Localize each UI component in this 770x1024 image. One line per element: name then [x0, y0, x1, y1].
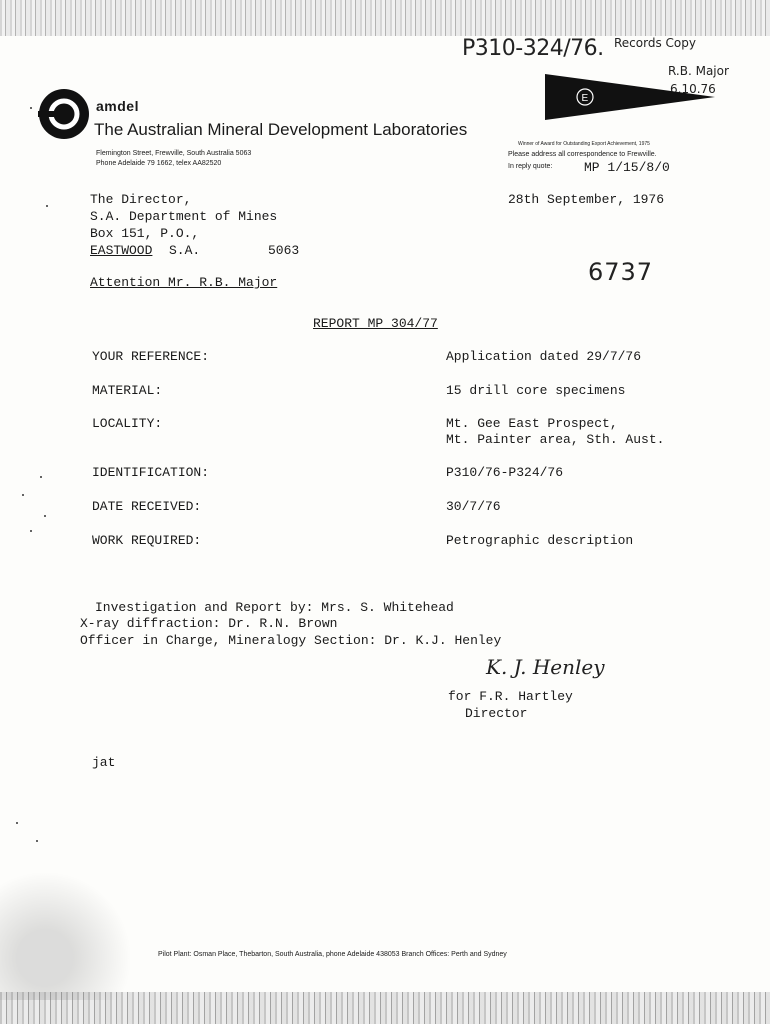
recipient-line-1: The Director,	[90, 192, 192, 207]
address-line-2: Phone Adelaide 79 1662, telex AA82520	[96, 160, 222, 167]
attention-line: Attention Mr. R.B. Major	[90, 275, 278, 290]
typist-initials: jat	[92, 755, 116, 770]
field-value-material: 15 drill core specimens	[446, 383, 626, 398]
scan-speck	[16, 822, 18, 824]
field-value-locality: Mt. Gee East Prospect,	[446, 416, 618, 431]
scan-speck	[22, 494, 24, 496]
field-value-locality-line-2: Mt. Painter area, Sth. Aust.	[446, 432, 665, 447]
award-text: Winner of Award for Outstanding Export Achievement, 1975	[518, 141, 650, 147]
recipient-line-3: Box 151, P.O.,	[90, 226, 200, 241]
field-label-date-received: DATE RECEIVED:	[92, 499, 202, 514]
scan-speck	[36, 840, 38, 842]
signoff-title: Director	[465, 706, 528, 721]
handwritten-name-note: R.B. Major	[668, 64, 729, 78]
recipient-line-2: S.A. Department of Mines	[90, 209, 278, 224]
scan-noise-left	[0, 860, 150, 1000]
scan-speck	[30, 107, 32, 109]
handwritten-records-note: Records Copy	[614, 36, 696, 50]
field-label-identification: IDENTIFICATION:	[92, 465, 210, 480]
handwritten-date-note: 6.10.76	[670, 82, 716, 96]
field-value-date-received: 30/7/76	[446, 499, 501, 514]
organization-name: The Australian Mineral Development Laboratories	[94, 120, 468, 139]
scan-speck	[44, 515, 46, 517]
correspondence-note: Please address all correspondence to Frewville.	[508, 151, 657, 158]
reply-quote-value: MP 1/15/8/0	[584, 160, 670, 175]
field-label-work-required: WORK REQUIRED:	[92, 533, 202, 548]
recipient-state: S.A.	[169, 243, 201, 258]
field-label-reference: YOUR REFERENCE:	[92, 349, 210, 364]
brand-name: amdel	[96, 98, 139, 114]
field-label-material: MATERIAL:	[92, 383, 163, 398]
field-value-identification: P310/76-P324/76	[446, 465, 564, 480]
address-line-1: Flemington Street, Frewville, South Australia 5063	[96, 150, 252, 157]
field-value-work-required: Petrographic description	[446, 533, 634, 548]
letter-date: 28th September, 1976	[508, 192, 665, 207]
credits-line-2: X-ray diffraction: Dr. R.N. Brown	[80, 616, 338, 631]
field-value-reference: Application dated 29/7/76	[446, 349, 642, 364]
svg-text:E: E	[581, 93, 589, 104]
award-pennant-icon	[545, 74, 715, 120]
scan-noise-top	[0, 0, 770, 36]
footer-offices: Pilot Plant: Osman Place, Thebarton, South Australia, phone Adelaide 438053 Branch Offices: Perth and Sydney	[158, 951, 507, 958]
report-title: REPORT MP 304/77	[313, 316, 438, 331]
amdel-logo-icon	[38, 88, 90, 140]
handwritten-signature: K. J. Henley	[486, 655, 605, 679]
handwritten-file-ref: P310-324/76.	[462, 36, 604, 61]
scan-speck	[46, 205, 48, 207]
scan-speck	[30, 530, 32, 532]
credits-line-1: Investigation and Report by: Mrs. S. Whitehead	[95, 600, 454, 615]
handwritten-number: 6737	[588, 258, 654, 286]
recipient-town: EASTWOOD	[90, 243, 153, 258]
reply-quote-label: In reply quote:	[508, 163, 553, 170]
field-label-locality: LOCALITY:	[92, 416, 163, 431]
signoff-for-line: for F.R. Hartley	[448, 689, 573, 704]
credits-line-3: Officer in Charge, Mineralogy Section: Dr. K.J. Henley	[80, 633, 502, 648]
recipient-postcode: 5063	[268, 243, 300, 258]
scan-speck	[40, 476, 42, 478]
